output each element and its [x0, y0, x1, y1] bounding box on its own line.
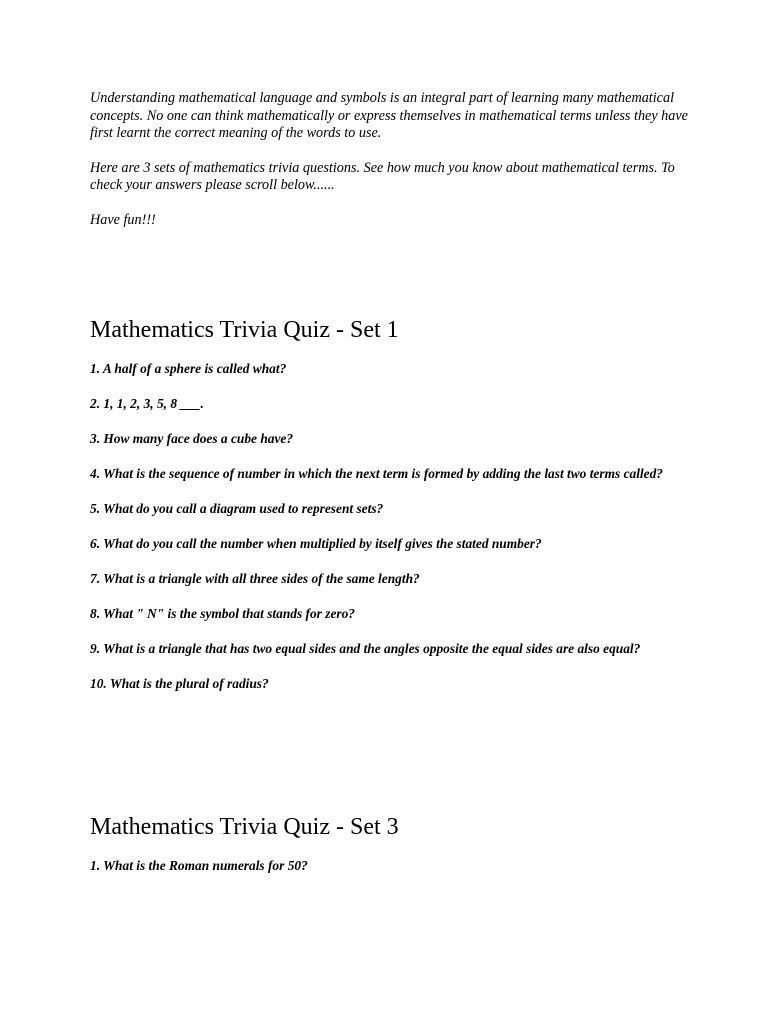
set3-title: Mathematics Trivia Quiz - Set 3	[90, 814, 399, 840]
question-item: 9. What is a triangle that has two equal sides and the angles opposite the equal sides are also equal?	[90, 641, 641, 656]
question-item: 3. How many face does a cube have?	[90, 431, 294, 446]
question-item: 10. What is the plural of radius?	[90, 676, 269, 691]
question-item: 1. What is the Roman numerals for 50?	[90, 858, 308, 873]
question-item: 4. What is the sequence of number in which the next term is formed by adding the last two terms called?	[90, 466, 663, 481]
question-item: 2. 1, 1, 2, 3, 5, 8 ___.	[90, 396, 204, 411]
question-item: 1. A half of a sphere is called what?	[90, 361, 287, 376]
set3-question-list	[90, 857, 680, 875]
question-item: 5. What do you call a diagram used to represent sets?	[90, 501, 384, 516]
set1-question-list	[90, 360, 680, 710]
intro-paragraph: Here are 3 sets of mathematics trivia questions. See how much you know about mathematical terms. To check your answers please scroll below......	[90, 159, 675, 193]
question-item: 8. What " N" is the symbol that stands for zero?	[90, 606, 355, 621]
question-item: 6. What do you call the number when multiplied by itself gives the stated number?	[90, 536, 542, 551]
intro-paragraph: Have fun!!!	[90, 211, 156, 228]
set1-title: Mathematics Trivia Quiz - Set 1	[90, 317, 399, 343]
intro-paragraph: Understanding mathematical language and symbols is an integral part of learning many mathematical concepts. No one can think mathematically or express themselves in mathematical terms unless they have first learnt the correct meaning of the words to use.	[90, 90, 688, 141]
question-item: 7. What is a triangle with all three sides of the same length?	[90, 571, 420, 586]
intro-section	[90, 90, 690, 229]
